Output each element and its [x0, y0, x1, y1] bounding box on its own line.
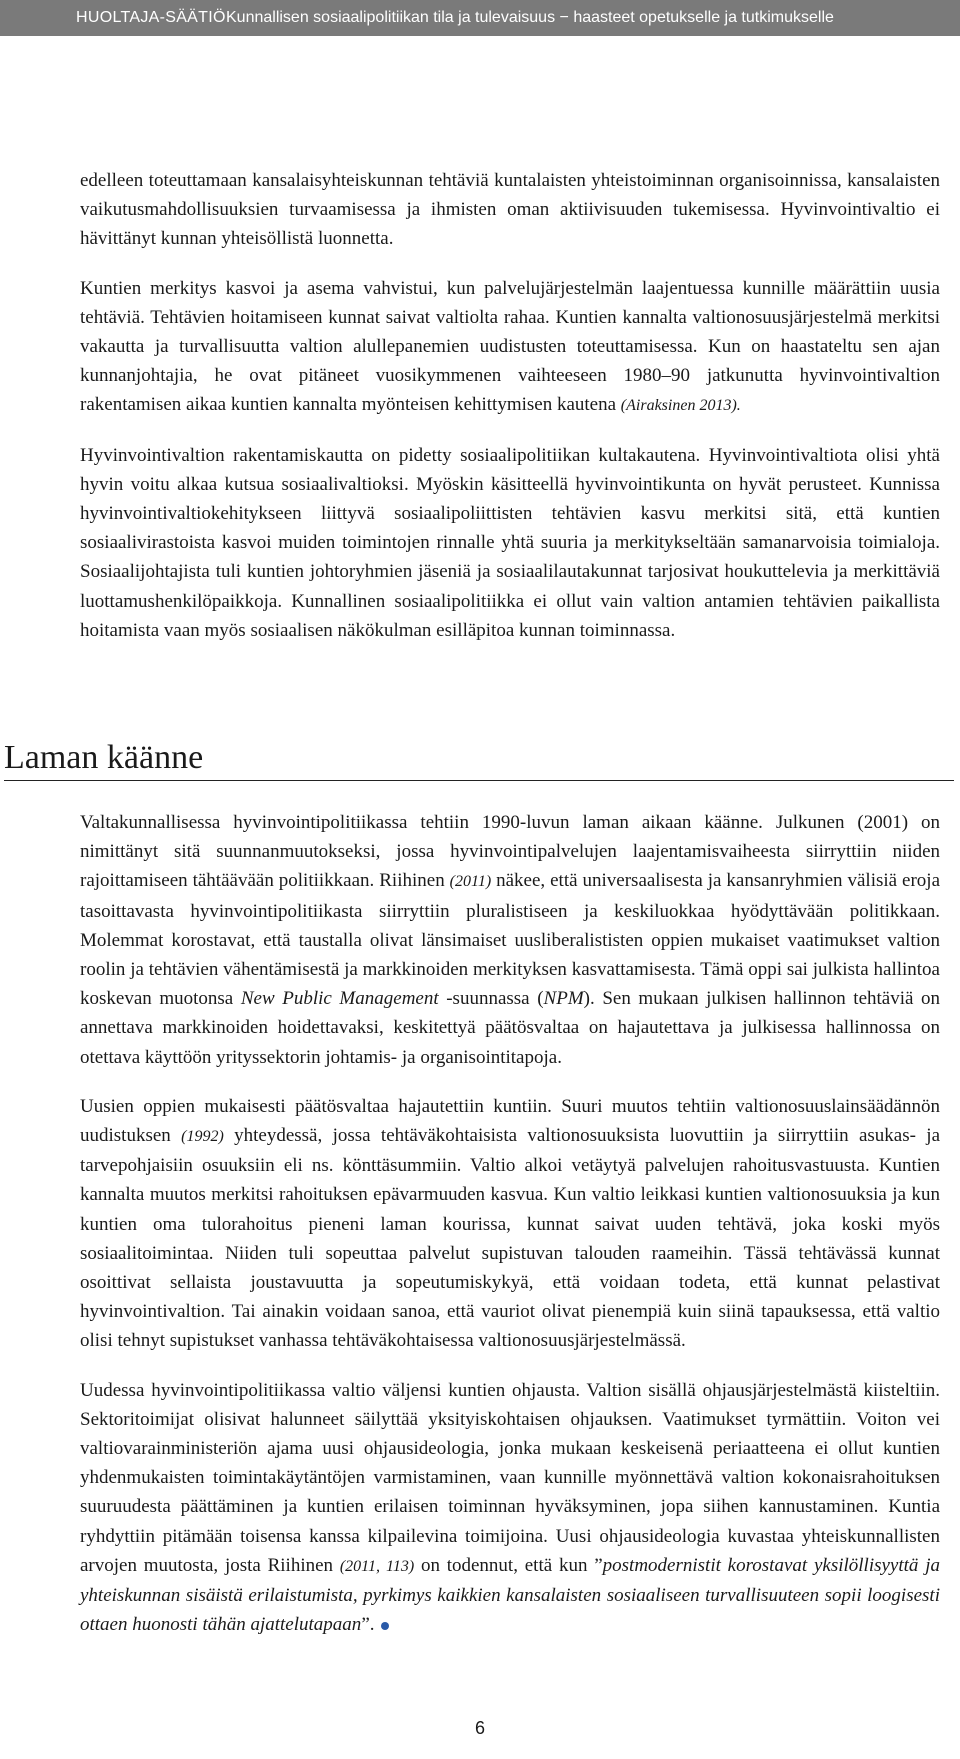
- section-paragraph-1-d: ). Sen mukaan julkisen hallinnon tehtäviä on annettava markkinoiden hoidettavaksi, keskitettyä päätösvaltaa on hajautettava ja julkisessa hallinnossa on otettava käyttöön yrityssektorin johtamis- ja organisointitapoja.: [80, 988, 941, 1068]
- emphasis: NPM: [543, 988, 584, 1010]
- section-paragraph-1-c: -suunnassa (: [446, 988, 544, 1010]
- citation: (Airaksinen 2013).: [620, 397, 741, 415]
- section-heading: [4, 738, 954, 781]
- section-paragraph-2-a: Uusien oppien mukaisesti päätösvaltaa hajautettiin kuntiin. Suuri muutos tehtiin valtionosuuslainsäädännön uudistuksen: [80, 1095, 940, 1147]
- running-header: [0, 0, 960, 36]
- section-paragraph-3-a: Uudessa hyvinvointipolitiikassa valtio väljensi kuntien ohjausta. Valtion sisällä ohjausjärjestelmästä kiisteltiin. Sektoritoimijat olisivat halunneet säilyttää yksityiskohtaisen ohjauksen. Vaatimukset tyrmättiin. Voiton vei valtiovarainministeriön ajama uusi ohjausideologia, jonka mukaan keskeisenä periaatteena ei ollut kuntien yhdenmukaisten toimintakäytäntöjen varmistaminen, vaan kunnille myönnettävä valtion kokonaisrahoituksen suuruudesta päättäminen ja kuntien erilaisen toiminnan hyväksyminen, jopa siihen kannustaminen. Kuntia ryhdyttiin pitämään toisensa kanssa kilpailevina toimijoina. Uusi ohjausideologia kuvastaa yhteiskunnallisten arvojen muutosta, josta Riihinen: [80, 1379, 940, 1576]
- page-number: 6: [474, 1718, 485, 1738]
- section-paragraph-3: [80, 1376, 940, 1640]
- paragraph-2: [80, 274, 940, 421]
- section-paragraph-2: [80, 1092, 940, 1356]
- paragraph-2-text: Kuntien merkitys kasvoi ja asema vahvistui, kun palvelujärjestelmän laajentuessa kunnille määrättiin uusia tehtäviä. Tehtävien hoitamiseen kunnat saivat valtiolta rahaa. Kuntien kannalta valtionosuusjärjestelmä merkitsi vakautta ja turvallisuutta valtion alullepanemien uudistusten toteuttamisessa. Kun on haastateltu sen ajan kunnanjohtajia, he ovat pitäneet vuosikymmenen vaihteeseen 1980–90 jatkunutta hyvinvointivaltion rakentamisen aikaa kuntien kannalta myönteisen kehittymisen kautena: [80, 277, 940, 416]
- section-paragraph-1: [80, 808, 940, 1072]
- header-org: HUOLTAJA-SÄÄTIÖ: [76, 9, 226, 26]
- quote-end: ”.: [361, 1614, 375, 1636]
- section-paragraph-1-b: näkee, että universaalisesta ja kansanryhmien välisiä eroja tasoittavasta hyvinvointipolitiikasta siirryttiin pluralistiseen ja keskiluokkaa hyödyttävään politikkaan. Molemmat korostavat, että taustalla olivat länsimaiset uusliberalististen oppien mukaiset vaatimukset valtion roolin ja tehtävien vähentämisestä ja markkinoiden merkityksen kasvattamisesta. Tämä oppi sai julkista hallintoa koskevan muotonsa: [80, 870, 941, 1010]
- section-paragraph-2-b: yhteydessä, jossa tehtäväkohtaisista valtionosuuksista luovuttiin ja siirryttiin asukas- ja tarvepohjaisiin osuuksiin eli ns. könttäsummiin. Valtio alkoi vetäytyä palvelujen rahoitusvastuusta. Kuntien kannalta muutos merkitsi rahoituksen epävarmuuden kasvua. Kun valtio leikkasi kuntien valtionosuuksia ja kun kuntien oma tulorahoitus pieneni laman kourissa, kunnat saivat uuden tehtävä, joka koski myös sosiaalitoimintaa. Niiden tuli sopeuttaa palvelut supistuvan talouden raameihin. Tässä tehtävässä kunnat osoittivat sellaista joustavuutta ja sopeutumiskykyä, että voidaan todeta, että kunnat pelastivat hyvinvointivaltion. Tai ainakin voidaan sanoa, että vauriot olivat pienempiä kuin siinä tapauksessa, että valtio olisi tehnyt supistukset vanhassa tehtäväkohtaisessa valtionosuusjärjestelmässä.: [80, 1125, 941, 1352]
- emphasis: New Public Management: [240, 988, 439, 1010]
- body-text-section: [80, 808, 940, 1659]
- body-text-top: [80, 166, 940, 665]
- section-title: Laman käänne: [4, 739, 204, 776]
- paragraph-1: edelleen toteuttamaan kansalaisyhteiskunnan tehtäviä kuntalaisten yhteistoiminnan organisoinnissa, kansalaisten vaikutusmahdollisuuksien turvaamisessa ja ihmisten oman aktiivisuuden tukemisessa. Hyvinvointivaltio ei hävittänyt kunnan yhteisöllistä luonnetta.: [80, 170, 940, 250]
- citation: (2011): [449, 873, 492, 891]
- quotation: postmodernistit korostavat yksilöllisyyttä ja yhteiskunnan sisäistä erilaistumista, pyrkimys kaikkien kansalaisten sosiaaliseen turvallisuuteen sopii loogisesti ottaen huonosti tähän ajattelutapaan: [80, 1554, 940, 1636]
- header-title: Kunnallisen sosiaalipolitiikan tila ja tulevaisuus − haasteet opetukselle ja tutkimukselle: [226, 9, 834, 26]
- section-paragraph-3-b: on todennut, että kun ”: [420, 1554, 603, 1576]
- paragraph-3: Hyvinvointivaltion rakentamiskautta on pidetty sosiaalipolitiikan kultakautena. Hyvinvointivaltiota olisi yhtä hyvin voitu alkaa kutsua sosiaalivaltioksi. Myöskin käsitteellä hyvinvointikunta on hyvät perusteet. Kunnissa hyvinvointivaltiokehitykseen liittyvä sosiaalipoliittisten tehtävien kasvu merkitsi sitä, että kuntien sosiaalivirastoista kasvoi muiden toimintojen rinnalle yhtä suuria ja merkitykseltään samanarvoisia toimialoja. Sosiaalijohtajista tuli kuntien johtoryhmien jäseniä ja sosiaalilautakunnat tarjosivat houkuttelevia ja merkittäviä luottamushenkilöpaikkoja. Kunnallinen sosiaalipolitiikka ei ollut vain valtion antamien tehtävien paikallista hoitamista vaan myös sosiaalisen näkökulman esilläpitoa kunnan toiminnassa.: [80, 444, 940, 641]
- end-mark-icon: [381, 1622, 389, 1630]
- section-paragraph-1-a: Valtakunnallisessa hyvinvointipolitiikassa tehtiin 1990-luvun laman aikaan käänne. Julkunen (2001) on nimittänyt sitä suunnanmuutokseksi, jossa hyvinvointipalvelujen laajentamisvaiheesta siirryttiin niiden rajoittamiseen tähtäävään politiikkaan. Riihinen: [80, 812, 940, 892]
- citation: (1992): [181, 1128, 224, 1146]
- citation: (2011, 113): [339, 1557, 415, 1575]
